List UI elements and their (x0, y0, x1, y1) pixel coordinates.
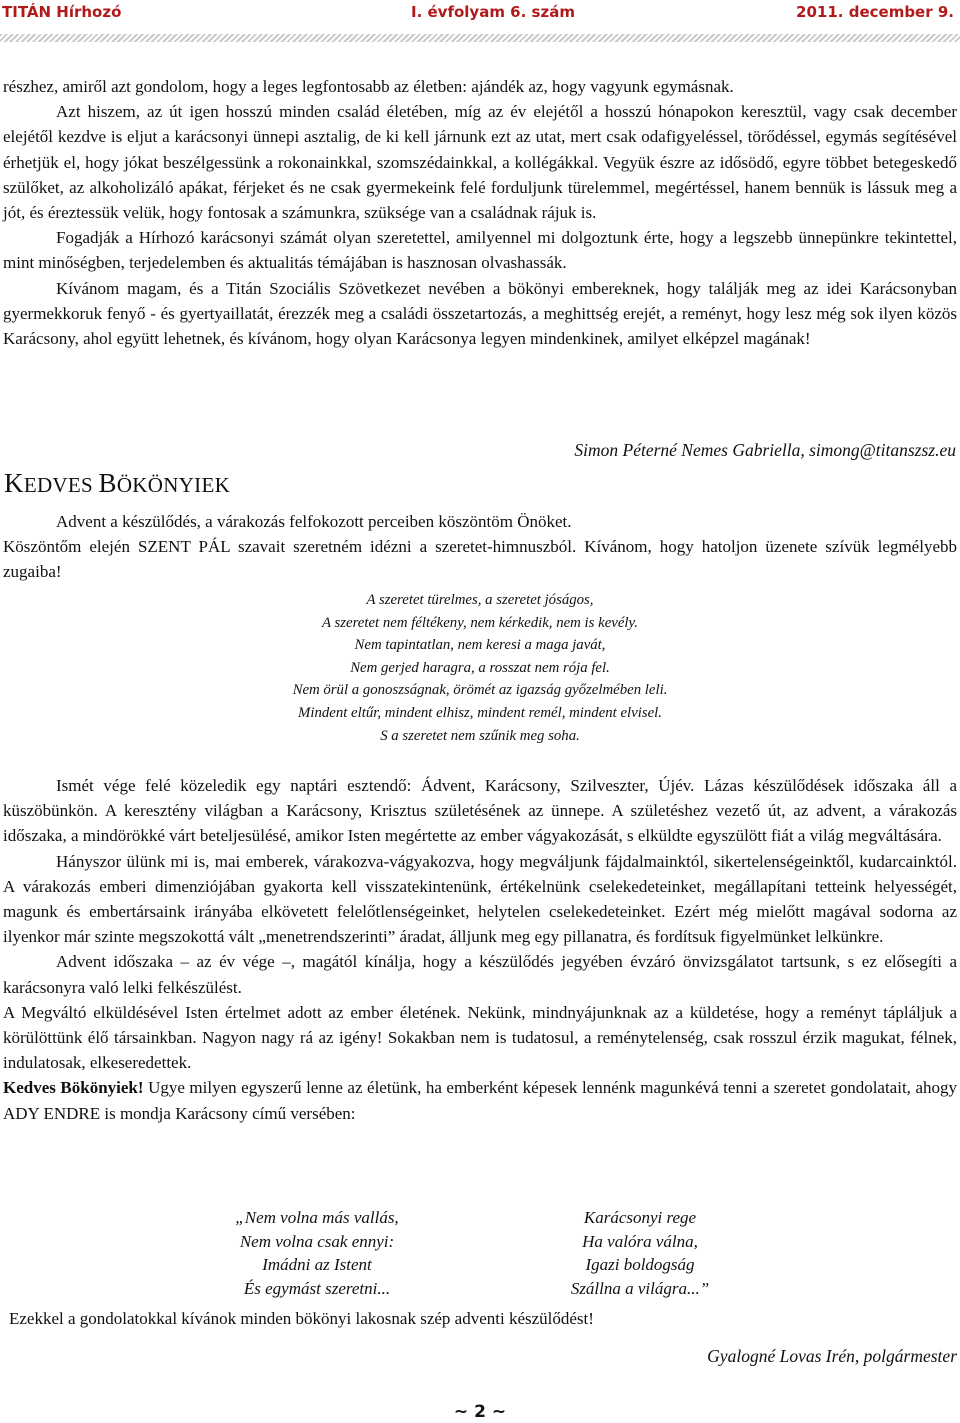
paragraph: A Megváltó elküldésével Isten értelmet adott az ember életének. Nekünk, mindnyájunknak az a küldetése, hogy a reményt tápláljuk a körülöttünk élő társainkban. Nagyon nagy rá az igény! Sokakban nem is tudatosul, a reménytelenség, csak rosszul érzik magukat, félnek, indulatosak, elkeseredettek. (3, 1002, 957, 1073)
ady-poem-right (520, 1206, 760, 1300)
poem-line: Igazi boldogság (585, 1255, 695, 1274)
article-top (3, 74, 957, 351)
quote-line: S a szeretet nem szűnik meg soha. (380, 727, 580, 744)
poem-line: Karácsonyi rege (583, 1208, 697, 1227)
page-header (0, 0, 960, 26)
quote-line: A szeretet nem féltékeny, nem kérkedik, nem is kevély. (322, 614, 638, 631)
author-signature: Simon Péterné Nemes Gabriella, simong@titanszsz.eu (574, 440, 956, 460)
greeting-bold: Kedves Bökönyiek! (3, 1078, 144, 1098)
page-number: ~ 2 ~ (453, 1402, 507, 1422)
paragraph: Advent a készülődés, a várakozás felfokozott perceiben köszöntöm Önöket. (56, 512, 572, 531)
quote-line: Mindent eltűr, mindent elhisz, mindent remél, mindent elvisel. (298, 704, 662, 721)
paragraph: Azt hiszem, az út igen hosszú minden család életében, míg az év elejétől a hosszú hónapokon keresztül, vagy csak december elejétől kezdve is eljut a karácsonyi ünnepi asztalig, de ki kell járnunk ezt az utat, mert csak odafigyeléssel, törődéssel, egymás segítésével érhetjük el, hogy jókat beszélgessünk a rokonainkkal, szomszédainkkal, a kollégákkal. Vegyük észre az idősödő, egyre többet betegeskedő szülőket, az alkoholizáló apákat, férjeket és ne csak gyermekeink felé forduljunk türelemmel, megértéssel, hanem bennük is lássuk meg a jót, és éreztessük velük, hogy fontosak a számunkra, szüksége van a családnak rájuk is. (3, 102, 957, 223)
paragraph: Kedves Bökönyiek! Ugye milyen egyszerű lenne az életünk, ha emberként képesek lennénk magunkévá tenni a szeretet gondolatait, ahogy ADY ENDRE is mondja Karácsony című versében: (3, 1078, 957, 1123)
poem-line: Nem volna csak ennyi: (239, 1231, 395, 1251)
header-divider (0, 34, 960, 42)
ady-poem-left (197, 1206, 437, 1300)
issue-number: I. évfolyam 6. szám (411, 3, 575, 21)
issue-date: 2011. december 9. (796, 3, 954, 21)
quote-line: A szeretet türelmes, a szeretet jóságos, (366, 592, 594, 608)
quote-line: Nem örül a gonoszságnak, örömét az igazság győzelmében leli. (292, 682, 668, 699)
mayor-signature: Gyalogné Lovas Irén, polgármester (707, 1346, 957, 1366)
poem-line: Ha valóra válna, (582, 1231, 698, 1251)
paragraph: részhez, amiről azt gondolom, hogy a leges legfontosabb az életben: ajándék az, hogy vagyunk egymásnak. (3, 77, 734, 96)
paragraph: Fogadják a Hírhozó karácsonyi számát olyan szeretettel, amilyennel mi dolgoztunk érte, hogy a legszebb ünnepünkre tekintettel, mint minőségben, terjedelemben és aktualitás témájában is hasznosan olvashassák. (3, 228, 957, 273)
section-title: KEDVES BÖKÖNYIEK (4, 468, 231, 498)
poem-line: Szállna a világra...” (570, 1278, 710, 1298)
paragraph: Hányszor ülünk mi is, mai emberek, várakozva-vágyakozva, hogy megváljunk fájdalmainktól, sikertelenségeinktől, kudarcainktól. A várakozás emberi dimenziójában gyakorta kell visszatekintenünk, értékelnünk cselekedeteinket, megállapítani tetteink helyességét, magunk és embertársaink irányába elkövetett felelőtlenségeinket, helytelen cselekedeteinket. Ezért még mielőtt magával sodorna az ilyenkor már szinte megszokottá vált „menetrendszerinti” áradat, álljunk meg egy pillanatra, és fordítsuk figyelmünket lelkünkre. (3, 851, 957, 947)
poem-line: Imádni az Istent (262, 1255, 372, 1274)
paragraph: Köszöntőm elején SZENT PÁL szavait szeretném idézni a szeretet-himnuszból. Kívánom, hogy hatoljon üzenete szívük legmélyebb zugaiba! (3, 537, 957, 582)
paragraph: Ismét vége felé közeledik egy naptári esztendő: Ádvent, Karácsony, Szilveszter, Újév. Lázas készülődések időszaka áll a küszöbünkön. A keresztény világban a Karácsony, Krisztus születésének az ünnepe. A születéshez vezető út, az advent, a várakozás időszaka, a mindörökké várt beteljesülésé, amikor Isten megértette az ember vágyakozását, s elküldte egyszülött fiát a világ megváltására. (3, 776, 957, 846)
paragraph: Kívánom magam, és a Titán Szociális Szövetkezet nevében a bökönyi embereknek, hogy találják meg az idei Karácsonyban gyermekkoruk fenyő - és gyertyaillatát, érezzék meg a családi összetartozás, a meghittség erejét, a reményt, hogy lesz még sok ilyen közös Karácsony, ahol együtt lehetnek, és kívánom, hogy olyan Karácsonya legyen mindenkinek, amilyet elképzel magának! (3, 278, 957, 349)
paragraph: Advent időszaka – az év vége –, magától kínálja, hogy a készülődés jegyében évzáró önvizsgálatot tartsunk, s ez elősegíti a karácsonyra való lelki felkészülést. (3, 952, 957, 997)
poem-line: „Nem volna más vallás, (235, 1208, 399, 1227)
article-body (3, 773, 957, 1126)
greeting-intro (3, 509, 957, 585)
quote-line: Nem gerjed haragra, a rosszat nem rója fel. (350, 659, 610, 676)
closing-wish: Ezekkel a gondolatokkal kívánok minden bökönyi lakosnak szép adventi készülődést! (9, 1309, 594, 1328)
love-hymn-quote (0, 589, 960, 747)
quote-line: Nem tapintatlan, nem keresi a maga javát, (354, 637, 606, 654)
poem-line: És egymást szeretni... (243, 1278, 391, 1298)
newsletter-name: TITÁN Hírhozó (2, 3, 122, 21)
